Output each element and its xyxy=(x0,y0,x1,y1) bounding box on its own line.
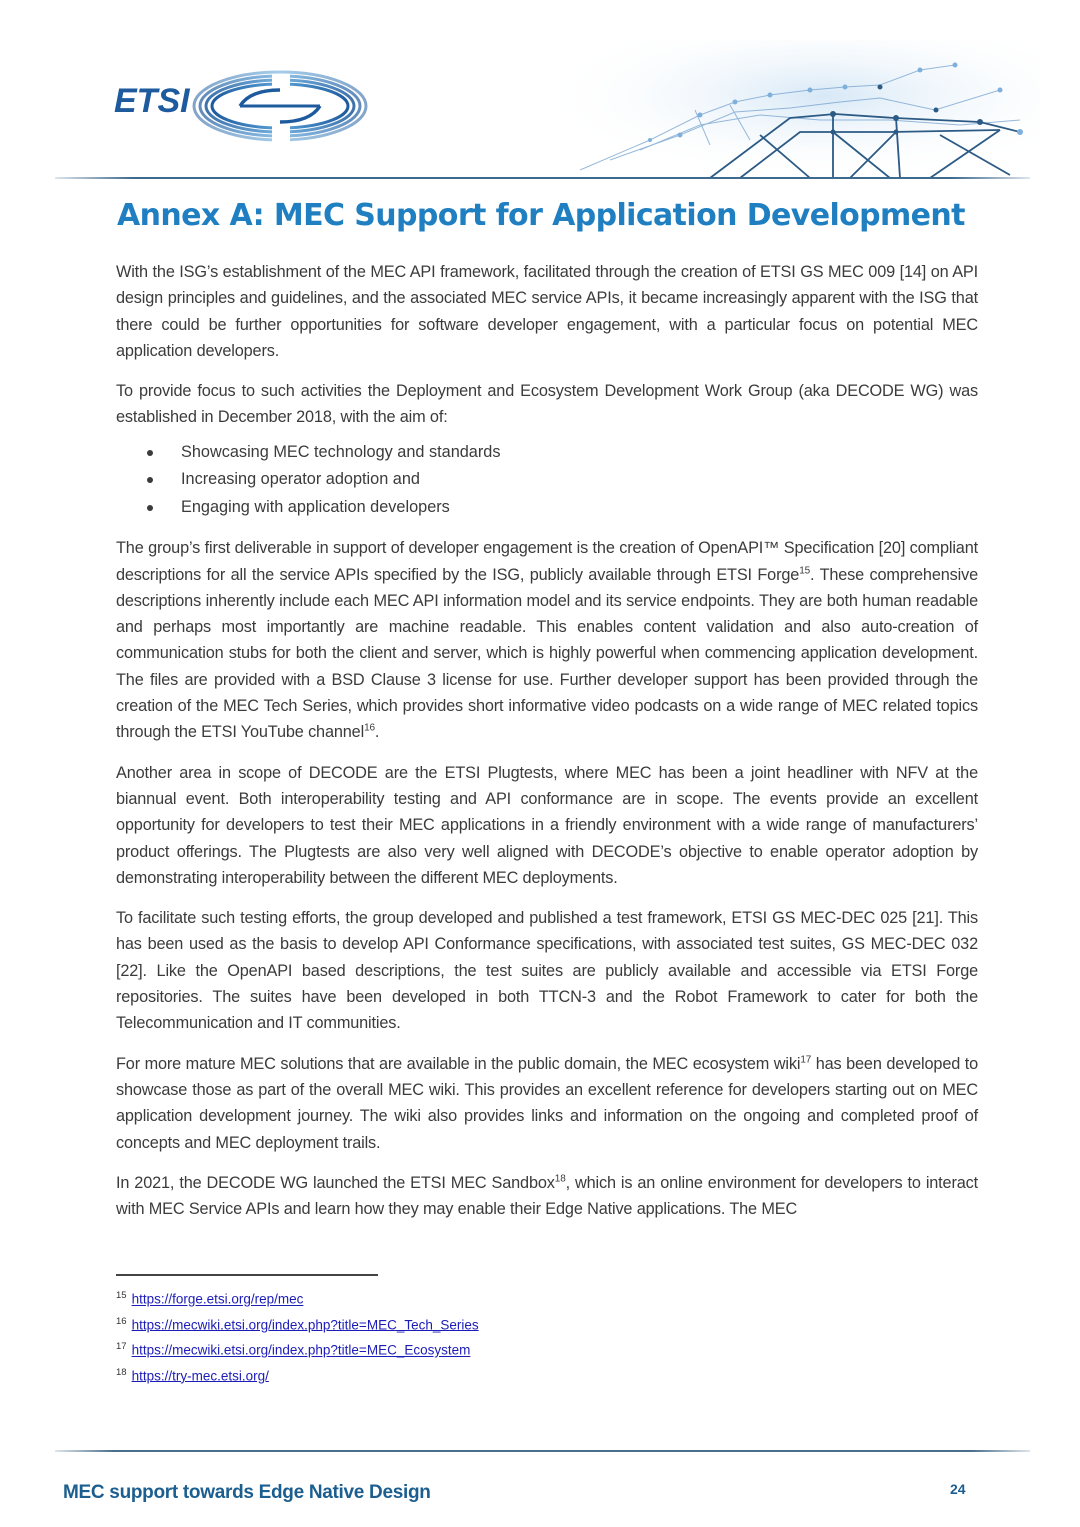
footnote-ref[interactable]: 17 xyxy=(800,1054,812,1066)
footnote-link[interactable]: https://forge.etsi.org/rep/mec xyxy=(131,1291,304,1307)
footnote-ref[interactable]: 18 xyxy=(554,1173,566,1185)
paragraph: With the ISG’s establishment of the MEC API framework, facilitated through the creation of ETSI GS MEC 009 [14] on API design principles and guidelines, and the associated MEC service APIs, it became increasingly apparent with the ISG that there could be further opportunities for software developer engagement, with a particular focus on potential MEC application developers. xyxy=(116,263,978,360)
page-number: 24 xyxy=(950,1481,966,1497)
footnote-link[interactable]: https://try-mec.etsi.org/ xyxy=(131,1368,269,1383)
footnote: $^{18}$ https://try-mec.etsi.org/ xyxy=(116,1366,269,1383)
paragraph: To facilitate such testing efforts, the group developed and published a test framework, ETSI GS MEC-DEC 025 [21]. This has been used as the basis to develop API Conformance specifications, with associated test suites, GS MEC-DEC 032 [22]. Like the OpenAPI based descriptions, the test suites are publicly available and accessible via ETSI Forge repositories. The suites have been developed in both TTCN-3 and the Robot Framework to cater for both the Telecommunication and IT communities. xyxy=(116,909,978,1033)
page-header xyxy=(0,0,1080,190)
paragraph: For more mature MEC solutions that are available in the public domain, the MEC ecosystem wiki$^{17}$ has been developed to showcase those as part of the overall MEC wiki. This provides an excellent reference for developers starting out on MEC application development journey. The wiki also provides links and information on the ongoing and completed proof of concepts and MEC deployment trails. xyxy=(116,1054,979,1152)
footnote: $^{15}$ https://forge.etsi.org/rep/mec xyxy=(116,1290,304,1307)
footnotes xyxy=(116,1285,479,1387)
list-item: Engaging with application developers xyxy=(116,494,978,522)
footnote-ref[interactable]: 16 xyxy=(364,722,375,734)
page-title: Annex A: MEC Support for Application Development xyxy=(117,198,965,233)
paragraph: The group’s first deliverable in support of developer engagement is the creation of OpenAPI™ Specification [20] compliant descriptions for all the service APIs specified by the ISG, publicly available through ETSI Forge$^{15}$. These comprehensive descriptions inherently include each MEC API information model and its service endpoints. They are both human readable and perhaps most importantly are machine readable. This enables content validation and also auto-creation of communication stubs for both the client and server, which is highly powerful when commencing application development. The files are provided with a BSD Clause 3 license for use. Further developer support has been provided through the creation of the MEC Tech Series, which provides short informative video podcasts on a wide range of MEC related topics through the ETSI YouTube channel$^{16}$. xyxy=(116,539,978,742)
footnote: $^{16}$ https://mecwiki.etsi.org/index.php?title=MEC_Tech_Series xyxy=(116,1315,479,1332)
footer-title: MEC support towards Edge Native Design xyxy=(63,1482,431,1503)
footer-divider xyxy=(55,1450,1030,1452)
paragraph: To provide focus to such activities the Deployment and Ecosystem Development Work Group (aka DECODE WG) was established in December 2018, with the aim of: xyxy=(116,382,978,427)
header-divider xyxy=(55,177,1030,179)
bullet-icon xyxy=(147,505,153,511)
footnote: $^{17}$ https://mecwiki.etsi.org/index.php?title=MEC_Ecosystem xyxy=(116,1341,471,1358)
svg-text:ETSI: ETSI xyxy=(114,82,190,120)
footnote-link[interactable]: https://mecwiki.etsi.org/index.php?title=MEC_Ecosystem xyxy=(131,1342,471,1358)
footnote-separator xyxy=(116,1274,378,1276)
bullet-icon xyxy=(147,450,153,456)
bullet-icon xyxy=(147,477,153,483)
paragraph: In 2021, the DECODE WG launched the ETSI MEC Sandbox$^{18}$, which is an online environment for developers to interact with MEC Service APIs and learn how they may enable their Edge Native applications. The MEC xyxy=(116,1173,979,1219)
list-item: Showcasing MEC technology and standards xyxy=(116,439,978,467)
network-mesh-graphic-icon xyxy=(560,40,1040,180)
footnote-ref[interactable]: 15 xyxy=(799,565,811,577)
footnote-link[interactable]: https://mecwiki.etsi.org/index.php?title=MEC_Tech_Series xyxy=(131,1317,479,1332)
document-body xyxy=(116,259,978,1236)
paragraph: Another area in scope of DECODE are the ETSI Plugtests, where MEC has been a joint headliner with NFV at the biannual event. Both interoperability testing and API conformance are in scope. The events provide an excellent opportunity for developers to test their MEC applications in a friendly environment with a wide range of manufacturers’ product offerings. The Plugtests are also very well aligned with DECODE’s objective to enable operator adoption by demonstrating interoperability between the different MEC deployments. xyxy=(116,763,978,887)
etsi-logo-icon xyxy=(112,66,372,156)
aims-list xyxy=(116,439,978,522)
list-item: Increasing operator adoption and xyxy=(116,466,978,494)
